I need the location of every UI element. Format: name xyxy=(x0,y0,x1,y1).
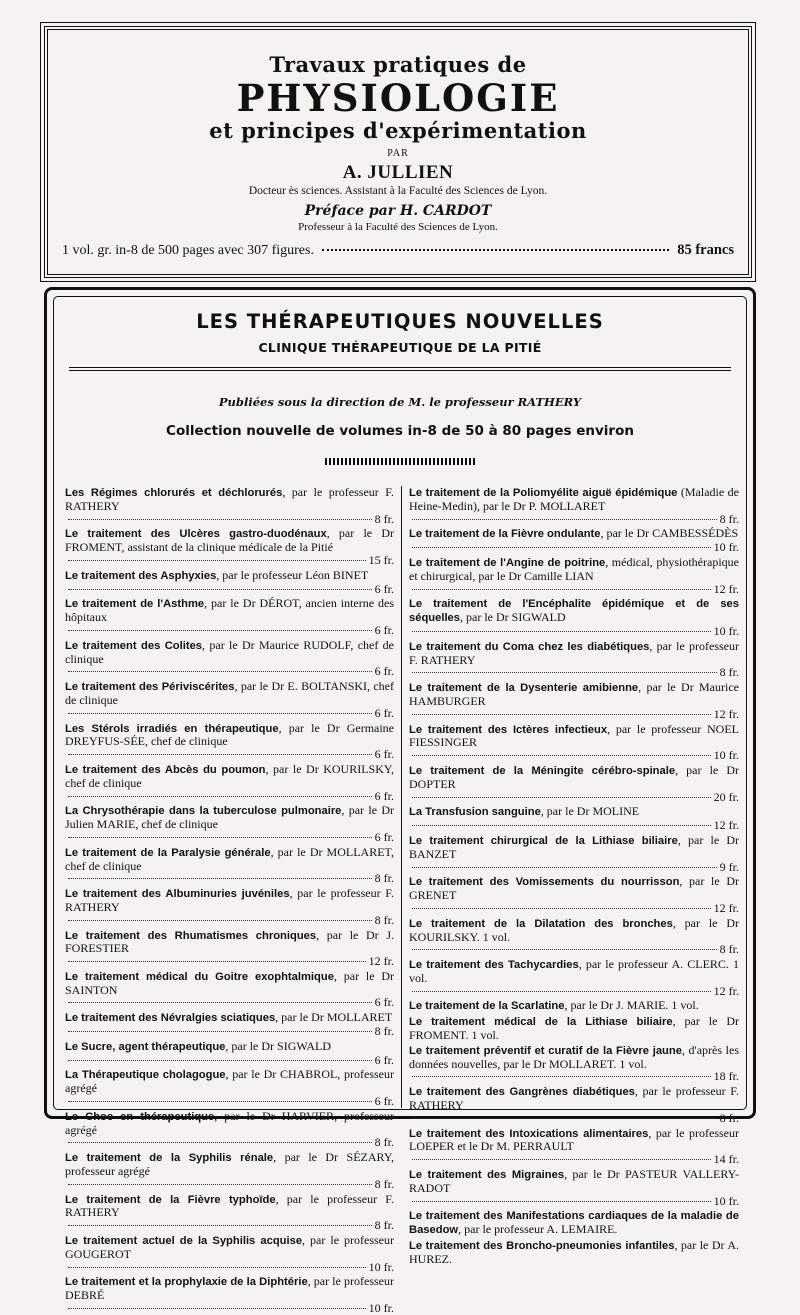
list-item xyxy=(409,1127,739,1166)
entry-author: , par le Dr MOLLARET, chef de clinique xyxy=(65,844,394,873)
ad-preface-desc: Professeur à la Faculté des Sciences de Lyon. xyxy=(298,221,498,233)
list-item xyxy=(409,834,739,873)
entry-author: , par le Dr J. FORESTIER xyxy=(65,927,394,956)
entry-title: Le traitement actuel de la Syphilis acquise xyxy=(65,1235,303,1248)
entry-title: Le traitement des Manifestations cardiaques de la maladie de Basedow xyxy=(409,1210,739,1237)
list-item xyxy=(65,527,394,566)
advertisement-box xyxy=(44,26,752,278)
entry-author: , par le professeur A. CLERC. 1 vol. xyxy=(409,957,740,985)
entry-price-line xyxy=(409,708,739,721)
entry-author: , par le Dr SIGWALD xyxy=(225,1038,332,1053)
list-item xyxy=(409,681,739,720)
list-item xyxy=(65,1193,394,1232)
entry-price: 6 fr. xyxy=(374,622,394,637)
entry-author: (Maladie de Heine-Medin), par le Dr P. MOLLARET xyxy=(409,485,740,513)
series-title: LES THÉRAPEUTIQUES NOUVELLES xyxy=(196,310,604,333)
entry-price: 6 fr. xyxy=(374,829,394,844)
entry-price: 12 fr. xyxy=(368,954,394,969)
entry-price: 8 fr. xyxy=(374,511,394,526)
entry-price-line xyxy=(409,819,739,832)
entry-price: 8 fr. xyxy=(374,871,394,886)
dot-leader xyxy=(412,714,711,715)
entry-price-line xyxy=(65,624,394,637)
entry-title: Le traitement des Ictères infectieux xyxy=(409,723,608,736)
entry-title: Le traitement chirurgical de la Lithiase biliaire xyxy=(409,834,678,847)
entry-title: Le traitement des Asphyxies xyxy=(65,569,217,582)
ad-par: PAR xyxy=(387,148,409,159)
entry-price-line xyxy=(409,666,739,679)
entry-author: , médical, physiothérapique et chirurgical, par le Dr Camille LIAN xyxy=(409,554,739,583)
entry-price: 8 fr. xyxy=(719,1110,739,1125)
entry-author: , par le Dr SÉZARY, professeur agrégé xyxy=(65,1150,394,1179)
list-item xyxy=(409,1209,739,1237)
divider xyxy=(69,367,731,371)
entry-price: 18 fr. xyxy=(713,1069,739,1084)
list-item xyxy=(65,680,394,719)
entry-author: , par le professeur DEBRÉ xyxy=(65,1274,395,1303)
entry-title: Le traitement de la Dilatation des bronches xyxy=(409,917,673,930)
entry-price-line xyxy=(65,1261,394,1274)
entry-price-line xyxy=(65,554,394,567)
dot-leader xyxy=(68,1060,372,1061)
entry-author: , par le professeur GOUGEROT xyxy=(65,1233,394,1261)
entry-author: , par le Dr SAINTON xyxy=(65,968,394,997)
entry-price-line xyxy=(65,707,394,720)
entry-title: Le traitement des Abcès du poumon xyxy=(65,763,266,776)
dot-leader xyxy=(412,519,717,520)
entry-title: Les Régimes chlorurés et déchlorurés xyxy=(65,487,283,499)
entry-price: 10 fr. xyxy=(713,748,739,763)
left-column xyxy=(65,485,402,1315)
entry-price-line xyxy=(65,914,394,927)
entry-title: La Chrysothérapie dans la tuberculose pulmonaire xyxy=(65,805,342,818)
entry-price-line xyxy=(65,790,394,803)
entry-price: 10 fr. xyxy=(713,623,739,638)
entry-title: Le traitement des Névralgies sciatiques xyxy=(65,1012,276,1025)
entry-title: Le traitement de l'Angine de poitrine xyxy=(409,556,606,569)
entry-title: Le traitement de la Dysenterie amibienne xyxy=(409,682,639,695)
entry-author: , par le Dr J. MARIE. 1 vol. xyxy=(564,998,699,1013)
series-subtitle: CLINIQUE THÉRAPEUTIQUE DE LA PITIÉ xyxy=(258,340,542,355)
entry-title: Le traitement des Gangrènes diabétiques xyxy=(409,1086,635,1099)
entry-price: 6 fr. xyxy=(374,747,394,762)
entry-price: 6 fr. xyxy=(374,1052,394,1067)
entry-price-line xyxy=(65,665,394,678)
entry-author: , par le professeur LOEPER et le Dr M. PERRAULT xyxy=(409,1125,739,1154)
entry-price: 8 fr. xyxy=(719,665,739,680)
list-item xyxy=(409,527,739,554)
entry-price: 8 fr. xyxy=(374,1024,394,1039)
entry-title: Le traitement de l'Encéphalite épidémique et de ses séquelles xyxy=(409,598,739,625)
entry-price: 8 fr. xyxy=(374,1176,394,1191)
entry-price-line xyxy=(409,943,739,956)
dot-leader xyxy=(68,671,372,672)
entry-author: , par le Dr MOLINE xyxy=(540,804,640,819)
series-box xyxy=(44,287,756,1315)
entry-price-line xyxy=(65,831,394,844)
entry-price-line xyxy=(409,1153,739,1166)
list-item xyxy=(409,597,739,637)
entry-title: Le traitement et la prophylaxie de la Diphtérie xyxy=(65,1276,308,1289)
list-item xyxy=(65,846,394,885)
dot-leader xyxy=(68,1031,372,1032)
list-item xyxy=(65,1011,394,1038)
dot-leader xyxy=(412,1118,717,1119)
entry-author: , par le Dr Maurice HAMBURGER xyxy=(409,680,739,708)
entry-price: 8 fr. xyxy=(374,912,394,927)
list-item xyxy=(65,929,394,968)
series-collection: Collection nouvelle de volumes in-8 de 50 à 80 pages environ xyxy=(166,423,634,439)
dot-leader xyxy=(412,825,711,826)
entry-price: 6 fr. xyxy=(374,581,394,596)
dot-leader xyxy=(412,867,717,868)
entry-title: Le traitement des Broncho-pneumonies infantiles xyxy=(409,1240,675,1253)
entry-author: , par le Dr CHABROL, professeur agrégé xyxy=(65,1067,394,1096)
entry-price: 12 fr. xyxy=(713,581,739,596)
entry-price: 8 fr. xyxy=(719,942,739,957)
dot-leader xyxy=(68,1142,372,1143)
entry-title: Les Stérols irradiés en thérapeutique xyxy=(65,722,279,735)
entry-author: , par le Dr E. BOLTANSKI, chef de clinique xyxy=(65,679,394,707)
right-column xyxy=(402,485,740,1266)
list-item xyxy=(409,1085,739,1124)
dot-leader xyxy=(412,908,711,909)
dot-leader xyxy=(412,797,711,798)
list-item xyxy=(65,486,394,525)
entry-title: Le traitement du Coma chez les diabétiques xyxy=(409,640,650,653)
entry-price: 8 fr. xyxy=(374,1135,394,1150)
entry-author: , par le Dr GRENET xyxy=(409,874,739,903)
entry-price: 9 fr. xyxy=(719,859,739,874)
list-item xyxy=(65,722,394,761)
entry-author: , par le Dr CAMBESSÉDÈS xyxy=(600,526,739,541)
entry-price-line xyxy=(65,1302,394,1315)
dot-leader xyxy=(412,589,711,590)
entry-author: , par le professeur NOEL FIESSINGER xyxy=(409,721,739,750)
entry-price: 8 fr. xyxy=(374,1218,394,1233)
entry-title: Le traitement des Albuminuries juvéniles xyxy=(65,888,290,901)
entry-price-line xyxy=(409,749,739,762)
entry-price-line xyxy=(409,791,739,804)
list-item xyxy=(65,1110,394,1149)
entry-price: 20 fr. xyxy=(713,789,739,804)
entry-title: La Thérapeutique cholagogue xyxy=(65,1069,226,1082)
ad-title-line3: et principes d'expérimentation xyxy=(209,118,587,143)
list-item xyxy=(65,763,394,802)
entry-title: Le traitement médical de la Lithiase biliaire xyxy=(409,1016,673,1029)
entry-price-line xyxy=(65,996,394,1009)
entry-author: , par le professeur F. RATHERY xyxy=(409,638,739,667)
dot-leader xyxy=(68,589,372,590)
entry-author: , par le professeur F. RATHERY xyxy=(65,1191,394,1220)
list-item xyxy=(65,1151,394,1190)
entry-price: 12 fr. xyxy=(713,983,739,998)
entry-price: 10 fr. xyxy=(713,1193,739,1208)
entry-price-line xyxy=(409,1070,739,1083)
entry-title: Le traitement préventif et curatif de la Fièvre jaune xyxy=(409,1044,682,1057)
dot-leader xyxy=(68,796,372,797)
list-item xyxy=(65,639,394,678)
entry-price: 6 fr. xyxy=(374,788,394,803)
entry-title: Le traitement de l'Asthme xyxy=(65,598,205,611)
dot-leader xyxy=(68,1308,366,1309)
entry-title: Le traitement des Colites xyxy=(65,639,203,652)
entry-author: , par le professeur F. RATHERY xyxy=(409,1084,739,1113)
list-item xyxy=(409,875,739,914)
list-item xyxy=(409,723,739,762)
entry-price: 12 fr. xyxy=(713,706,739,721)
entry-author: , par le professeur A. LEMAIRE. xyxy=(458,1222,618,1237)
entry-price: 6 fr. xyxy=(374,1094,394,1109)
dot-leader xyxy=(412,672,717,673)
dot-leader xyxy=(68,519,372,520)
list-item xyxy=(409,556,739,595)
dot-leader xyxy=(68,961,366,962)
entry-author: , par le Dr MOLLARET xyxy=(275,1010,393,1025)
list-item xyxy=(409,917,739,956)
entry-price-line xyxy=(65,583,394,596)
list-item xyxy=(409,958,739,997)
entry-price-line xyxy=(409,625,739,638)
dot-leader xyxy=(322,249,669,251)
entry-title: Le traitement de la Paralysie générale xyxy=(65,846,271,859)
entry-price-line xyxy=(65,1136,394,1149)
dot-leader xyxy=(68,713,372,714)
dot-leader xyxy=(412,547,711,548)
entry-price-line xyxy=(65,1025,394,1038)
list-item xyxy=(65,597,394,636)
entry-author: , par le professeur F. RATHERY xyxy=(65,886,394,914)
entry-title: Le traitement des Vomissements du nourrisson xyxy=(409,876,680,889)
dot-leader xyxy=(412,1159,711,1160)
entry-price-line xyxy=(409,902,739,915)
dot-leader xyxy=(68,1184,372,1185)
list-item xyxy=(65,1234,394,1273)
list-item xyxy=(409,1239,739,1266)
entry-price: 6 fr. xyxy=(374,995,394,1010)
list-item xyxy=(409,1044,739,1083)
entry-price-line xyxy=(65,955,394,968)
entry-author: , par le Dr Germaine DREYFUS-SÉE, chef de clinique xyxy=(65,720,395,749)
list-item xyxy=(409,764,739,803)
entry-author: , par le professeur Léon BINET xyxy=(216,567,369,582)
entry-title: Le traitement médical du Goitre exophtalmique xyxy=(65,970,334,983)
ad-preface: Préface par H. CARDOT xyxy=(304,203,492,219)
dot-leader xyxy=(68,630,372,631)
dot-leader xyxy=(68,560,366,561)
dot-leader xyxy=(412,631,711,632)
entry-title: Le traitement de la Fièvre ondulante xyxy=(409,528,601,541)
entry-title: La Transfusion sanguine xyxy=(409,806,541,819)
ad-title-main: PHYSIOLOGIE xyxy=(236,76,560,120)
entry-title: Le traitement des Rhumatismes chroniques xyxy=(65,929,317,942)
list-item xyxy=(409,805,739,832)
entry-price-line xyxy=(65,872,394,885)
entry-title: Le Sucre, agent thérapeutique xyxy=(65,1040,226,1053)
ad-volume-line xyxy=(62,242,734,259)
entry-price: 10 fr. xyxy=(368,1301,394,1315)
entry-price-line xyxy=(65,1095,394,1108)
entry-title: Le traitement des Périviscérites xyxy=(65,681,235,694)
entry-price-line xyxy=(409,513,739,526)
entry-price-line xyxy=(65,513,394,526)
entry-author: , d'après les données nouvelles, par le Dr MOLLARET. 1 vol. xyxy=(409,1042,739,1071)
entry-price: 10 fr. xyxy=(368,1259,394,1274)
entry-price-line xyxy=(409,1195,739,1208)
list-item xyxy=(409,640,739,679)
list-item xyxy=(409,486,739,525)
entry-author: , par le Dr DÉROT, ancien interne des hôpitaux xyxy=(65,596,395,625)
ornament xyxy=(325,458,475,465)
dot-leader xyxy=(68,1101,372,1102)
entry-author: , par le Dr DOPTER xyxy=(409,762,739,791)
entry-author: , par le Dr A. HUREZ. xyxy=(409,1238,739,1266)
entry-author: , par le Dr FROMENT, assistant de la clinique médicale de la Pitié xyxy=(65,526,394,555)
entry-author: , par le Dr BANZET xyxy=(409,832,739,861)
entry-author: , par le professeur F. RATHERY xyxy=(65,485,394,513)
entry-title: Le traitement des Intoxications alimentaires xyxy=(409,1127,649,1140)
dot-leader xyxy=(412,949,717,950)
list-item xyxy=(65,1068,394,1107)
entry-price-line xyxy=(409,541,739,554)
list-item xyxy=(65,970,394,1009)
entry-price-line xyxy=(65,1054,394,1067)
dot-leader xyxy=(412,1076,711,1077)
entry-author: , par le Dr SIGWALD xyxy=(460,610,566,625)
entry-title: Le traitement de la Poliomyélite aiguë épidémique xyxy=(409,487,678,499)
entry-title: Le Choc en thérapeutique xyxy=(65,1110,215,1123)
dot-leader xyxy=(68,920,372,921)
list-item xyxy=(65,1275,394,1314)
ad-author-desc: Docteur ès sciences. Assistant à la Faculté des Sciences de Lyon. xyxy=(248,185,548,197)
entry-price: 6 fr. xyxy=(374,705,394,720)
entry-price: 6 fr. xyxy=(374,664,394,679)
list-item xyxy=(409,1015,739,1042)
entry-price: 8 fr. xyxy=(719,511,739,526)
entry-price-line xyxy=(409,861,739,874)
entry-author: , par le Dr HARVIER, professeur agrégé xyxy=(65,1108,394,1137)
entry-title: Le traitement de la Scarlatine xyxy=(409,1000,565,1013)
entry-price: 15 fr. xyxy=(368,552,394,567)
dot-leader xyxy=(68,1002,372,1003)
dot-leader xyxy=(412,1201,711,1202)
entry-price-line xyxy=(65,1219,394,1232)
entry-price-line xyxy=(65,1178,394,1191)
entry-author: , par le Dr KOURILSKY, chef de clinique xyxy=(65,761,394,790)
ad-title-line1: Travaux pratiques de xyxy=(269,52,527,77)
entry-price: 12 fr. xyxy=(713,900,739,915)
ad-author: A. JULLIEN xyxy=(342,162,454,183)
entry-title: Le traitement de la Syphilis rénale xyxy=(65,1152,274,1165)
entry-price: 12 fr. xyxy=(713,818,739,833)
entry-title: Le traitement des Migraines xyxy=(409,1169,565,1182)
entry-author: , par le Dr KOURILSKY. 1 vol. xyxy=(409,915,739,944)
dot-leader xyxy=(68,1225,372,1226)
dot-leader xyxy=(68,1267,366,1268)
entry-author: , par le Dr FROMENT. 1 vol. xyxy=(409,1014,739,1043)
series-published: Publiées sous la direction de M. le professeur RATHERY xyxy=(218,395,582,409)
dot-leader xyxy=(68,837,372,838)
entry-author: , par le Dr PASTEUR VALLERY-RADOT xyxy=(409,1167,739,1195)
dot-leader xyxy=(412,991,711,992)
list-item xyxy=(65,804,394,843)
entry-author: , par le Dr Maurice RUDOLF, chef de clinique xyxy=(65,637,394,666)
entry-price-line xyxy=(409,1112,739,1125)
list-item xyxy=(409,999,739,1013)
dot-leader xyxy=(68,754,372,755)
dot-leader xyxy=(68,878,372,879)
ad-volume: 1 vol. gr. in-8 de 500 pages avec 307 figures. xyxy=(62,243,314,258)
list-item xyxy=(65,1040,394,1067)
dot-leader xyxy=(412,755,711,756)
entry-price-line xyxy=(409,985,739,998)
entry-price-line xyxy=(409,583,739,596)
entry-title: Le traitement de la Fièvre typhoïde xyxy=(65,1193,276,1206)
list-item xyxy=(409,1168,739,1207)
ad-price: 85 francs xyxy=(677,242,734,258)
entry-title: Le traitement de la Méningite cérébro-spinale xyxy=(409,764,676,777)
entry-title: Le traitement des Ulcères gastro-duodénaux xyxy=(65,528,327,541)
entry-price-line xyxy=(65,748,394,761)
entries-columns xyxy=(65,485,740,1315)
entry-price: 14 fr. xyxy=(713,1152,739,1167)
entry-author: , par le Dr Julien MARIE, chef de clinique xyxy=(65,803,394,832)
list-item xyxy=(65,887,394,926)
entry-price: 10 fr. xyxy=(713,540,739,555)
entry-title: Le traitement des Tachycardies xyxy=(409,959,579,972)
list-item xyxy=(65,569,394,596)
